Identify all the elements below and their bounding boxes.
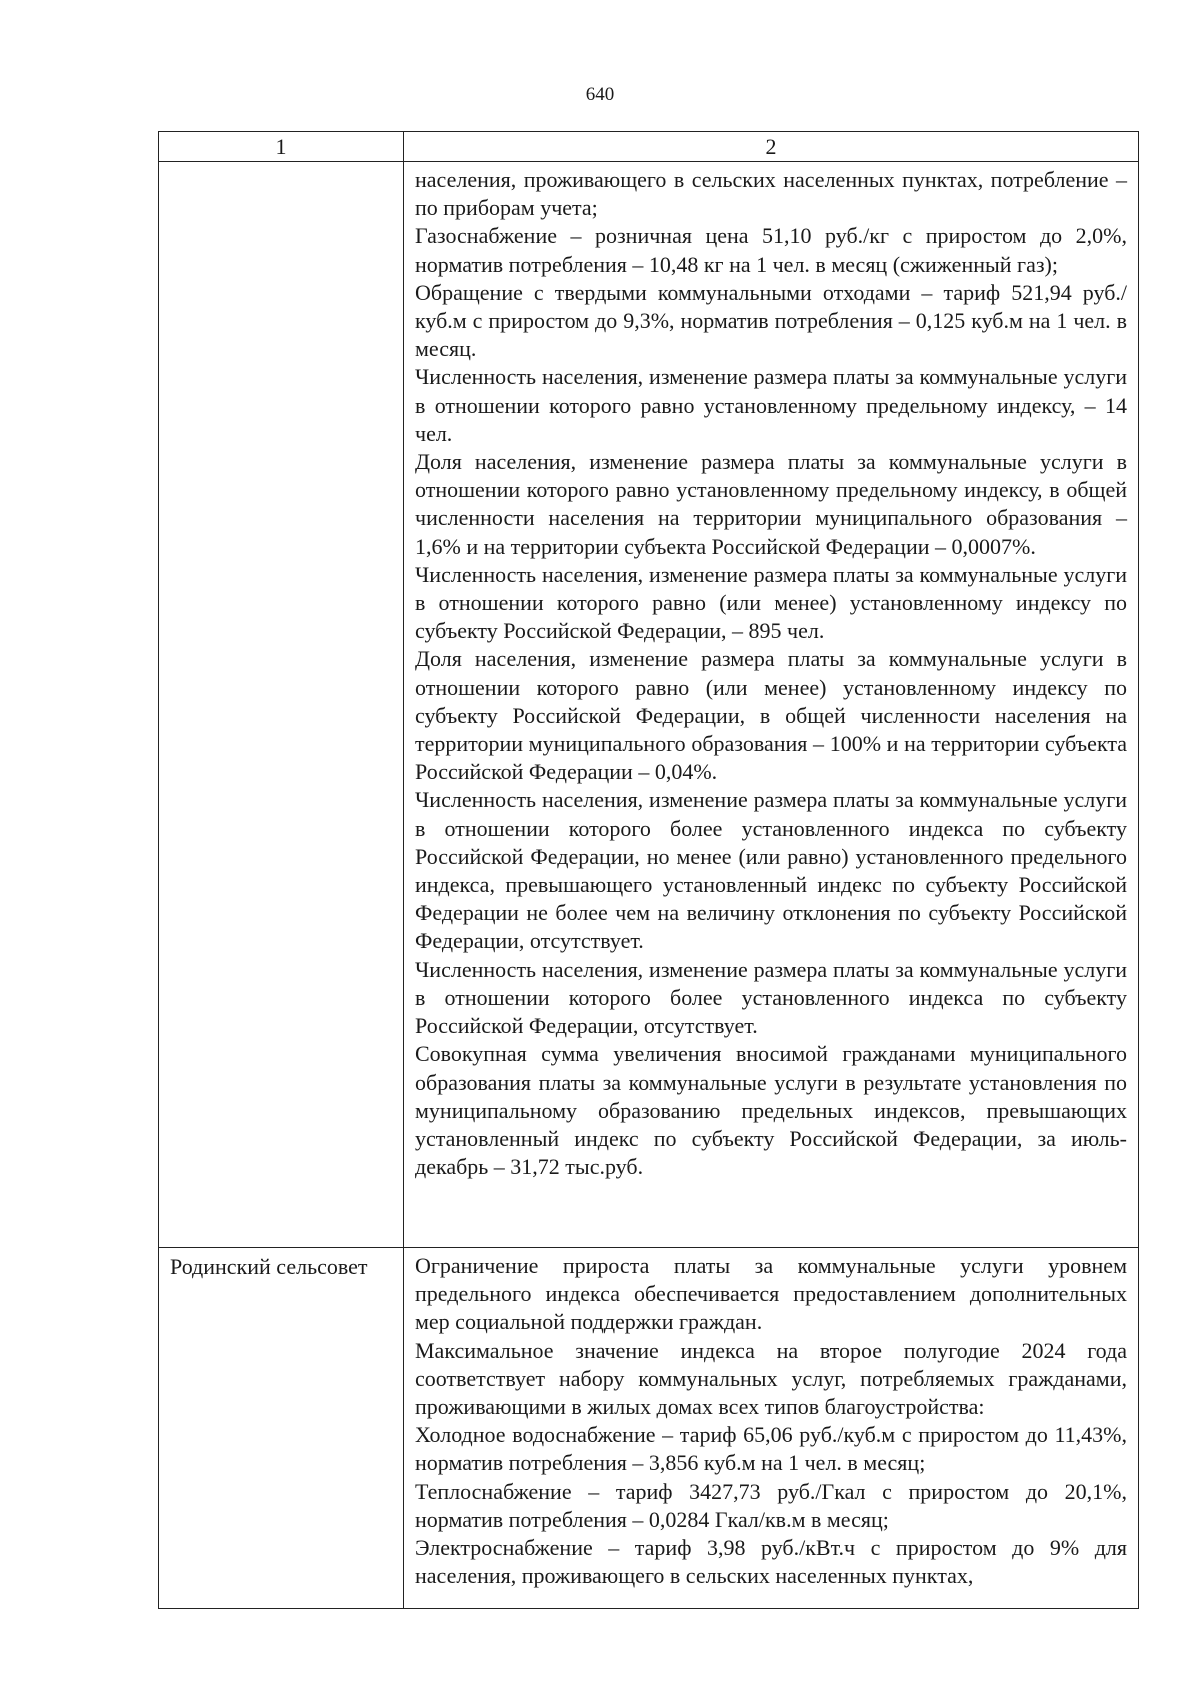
paragraph: Теплоснабжение – тариф 3427,73 руб./Гкал с приростом до 20,1%, норматив потребления – 0,0284 Гкал/кв.м в месяц; [415, 1478, 1127, 1532]
paragraph: Максимальное значение индекса на второе полугодие 2024 года соответствует набору коммунальных услуг, потребляемых гражданами, проживающими в жилых домах всех типов благоустройства: [415, 1337, 1127, 1420]
paragraph: Электроснабжение – тариф 3,98 руб./кВт.ч с приростом до 9% для населения, проживающего в сельских населенных пунктах, [415, 1535, 1127, 1589]
description-cell [404, 1248, 1139, 1609]
paragraph: Численность населения, изменение размера платы за коммунальные услуги в отношении которого более установленного индекса по субъекту Российской Федерации, но менее (или равно) установленного предельного индекса, превышающего установленный индекс по субъекту Российской Федерации не более чем на величину отклонения по субъекту Российской Федерации, отсутствует. [415, 787, 1127, 954]
paragraph: населения, проживающего в сельских населенных пунктах, потребление – по приборам учета; [415, 167, 1127, 221]
description-cell [404, 162, 1139, 1248]
paragraph: Холодное водоснабжение – тариф 65,06 руб./куб.м с приростом до 11,43%, норматив потребления – 3,856 куб.м на 1 чел. в месяц; [415, 1422, 1127, 1476]
paragraph: Совокупная сумма увеличения вносимой гражданами муниципального образования платы за коммунальные услуги в результате установления по муниципальному образованию предельных индексов, превышающих установленный индекс по субъекту Российской Федерации, за июль-декабрь – 31,72 тыс.руб. [415, 1041, 1127, 1180]
table-row [159, 1248, 1139, 1609]
document-table [158, 131, 1139, 1609]
column-header-1: 1 [159, 132, 404, 162]
paragraph: Доля населения, изменение размера платы за коммунальные услуги в отношении которого равно (или менее) установленному индексу по субъекту Российской Федерации, в общей численности населения на территории муниципального образования – 100% и на территории субъекта Российской Федерации – 0,04%. [415, 646, 1127, 785]
page-number: 640 [585, 84, 615, 105]
paragraph: Доля населения, изменение размера платы за коммунальные услуги в отношении которого равно установленному предельному индексу, в общей численности населения на территории муниципального образования – 1,6% и на территории субъекта Российской Федерации – 0,0007%. [415, 449, 1127, 559]
municipality-cell: Родинский сельсовет [159, 1248, 404, 1609]
paragraph: Численность населения, изменение размера платы за коммунальные услуги в отношении которого равно установленному предельному индексу, – 14 чел. [415, 364, 1127, 446]
column-header-2: 2 [404, 132, 1139, 162]
municipality-cell [159, 162, 404, 1248]
paragraph: Ограничение прироста платы за коммунальные услуги уровнем предельного индекса обеспечивается предоставлением дополнительных мер социальной поддержки граждан. [415, 1253, 1127, 1335]
table-header-row [159, 132, 1139, 162]
paragraph: Обращение с твердыми коммунальными отходами – тариф 521,94 руб./куб.м с приростом до 9,3%, норматив потребления – 0,125 куб.м на 1 чел. в месяц. [415, 279, 1127, 362]
paragraph: Численность населения, изменение размера платы за коммунальные услуги в отношении которого более установленного индекса по субъекту Российской Федерации, отсутствует. [415, 956, 1127, 1039]
paragraph: Газоснабжение – розничная цена 51,10 руб./кг с приростом до 2,0%, норматив потребления – 10,48 кг на 1 чел. в месяц (сжиженный газ); [415, 223, 1127, 277]
table-row [159, 162, 1139, 1248]
paragraph: Численность населения, изменение размера платы за коммунальные услуги в отношении которого равно (или менее) установленному индексу по субъекту Российской Федерации, – 895 чел. [415, 561, 1127, 644]
